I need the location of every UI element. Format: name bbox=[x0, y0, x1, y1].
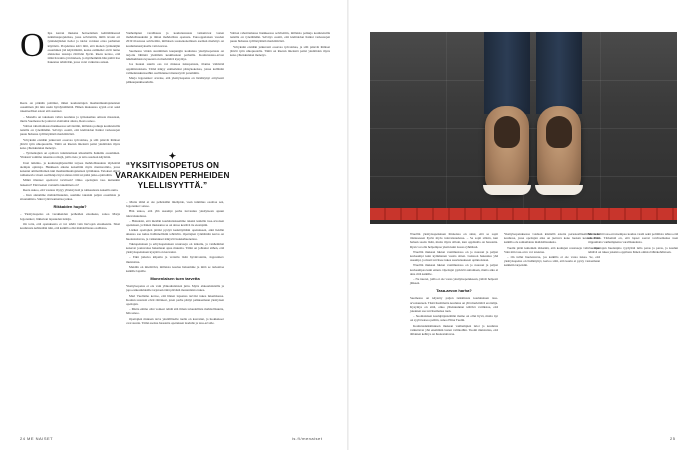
shoe-sole bbox=[535, 185, 583, 195]
intro-text: lipa kerran mukana hoitoelaman kehittämisessä tutkimusprojektissa, jossa selvitettiin, millä tavoin eri työntekijöiden tiedot ja taidot voidaan ottaa parhaiten käyttöön. Projektissa kävi ilmi, että monen työntekijän osaaminen jää käyttämättä, koska esimiehet eivät tunne alaistensa taustoja riittävän hyvin. Reeta kertoo, että tämä havainto jäi mieleen, ja myöhemmin hän päätti itse hakeutua tehtävään, jossa voisi vaikuttaa asiaan. bbox=[47, 31, 120, 65]
right-column-3 bbox=[588, 232, 678, 432]
right-column-2 bbox=[504, 232, 600, 432]
left-column-2-top bbox=[126, 31, 224, 151]
shoe-opening bbox=[546, 116, 572, 148]
intro-block bbox=[20, 27, 120, 101]
photo-tile-vline bbox=[446, 32, 447, 224]
photo-tile-vline bbox=[600, 32, 601, 224]
body-paragraph: Mari Vuollamo kertoo, että hänen lapsensa tarvitsi tukea lukemisessa. Koulun resurssit eivät riittäneet, joten perhe päätyi palkkaamaan yksityisen opettajan. bbox=[126, 293, 224, 307]
body-paragraph: Reeta uskoo, että vastaus löytyy yhteistyöstä ja rohkeudesta kokeilla uutta. bbox=[23, 187, 119, 192]
left-column-3 bbox=[230, 31, 330, 431]
body-paragraph: Lisäksi opettajien pitäisi pystyä keskittymään opetukseen, eikä heidän aikansa saa kulua hallinnollisiin tehtäviin. Opettajien työmäärän kasvu on huolestuttavaa, ja vaikutukset näkyvät luokkahuoneissa. bbox=[126, 228, 224, 241]
subheading-monenlaisen: Monenlaisen tuen tarvetta bbox=[150, 276, 200, 282]
body-paragraph: Matka kohti tasa-arvoisempaa koulua vaatii sekä poliittista tahtoa että rahoitusta. Tärkeintä on, että lapset saavat tarvitsemansa tuen riippumatta vanhempiensa varallisuudesta. bbox=[588, 232, 678, 245]
page-number-right: 25 bbox=[670, 436, 676, 441]
body-paragraph: Valtion rahoittamassa hankkeessa selvitettiin, millaisia polkuja koulutetuilla naisilla on työelämään. Selvitys osoitti, että kielitaidon lisäksi verkostojen puute hidastaa työllistymistä merkittävästi. bbox=[20, 124, 120, 137]
footer-url: is.fi/menaiset bbox=[292, 436, 323, 441]
quote-ornament: ✦ bbox=[168, 151, 177, 161]
subheading-tasa-arvon: Tasa-arvon harha? bbox=[436, 288, 472, 294]
body-paragraph: Marja Jegorenkov arvelee, että yksityisopetus on lisääntynyt erityisesti pääkaupunkiseudulla. bbox=[126, 76, 224, 85]
body-paragraph: Uusi tutkinto- ja koulutusjärjestelmä tarjoaa mahdollisuuksia täydentää aiempia opintoja. Hankkeen aikana kokeiltiin myös mentorointia, jossa kokenut ammattilainen tuki maahanmuuttajanaisen työnhakua. Tulokset olivat rohkaisevia: moni osallistuja löysi alansa töitä tai pääsi jatko-opintoihin. bbox=[20, 160, 120, 178]
body-paragraph: – Monella on takanaan vahva koulutus ja työkokemus omasta maastaan, mutta Suomessa he joutuvat aloittamat alusta, Reeta sanoo. bbox=[20, 114, 120, 123]
body-paragraph: – Eikä jatkuva kilpailu ja vertailu lisää hyvinvointia, Jegorenkov muistuttaa. bbox=[126, 255, 224, 264]
body-paragraph: Hän uskoo, että yhä useampi perhe turvautuu yksityiseen apuun tulevaisuudessa. bbox=[126, 209, 224, 218]
dropcap: O bbox=[20, 27, 45, 64]
body-paragraph: Yksityisopetus ei ole vain yläkoululaisten juttu. Myös alakoululaisille ja jopa esikoululaisille tarjotaan tänä päivänä monenlaista tukea. bbox=[126, 284, 224, 293]
body-paragraph: Vanhempien varallisuus ja koulutustausta vaikuttavat lasten mahdollisuuksiin ja ilman mahdollista opetusta. Eurooppalaisen vuoden 2019 tilastossa selvitettiin, millaisen sosioekonomisen aseman merkitys on koulumenestykselle vain kasvaa. bbox=[126, 31, 224, 48]
body-paragraph: – Mutta emme olisi voineet tehdä sitä ilman taloudellista mahdollisuutta, hän sanoo. bbox=[126, 307, 224, 316]
body-paragraph: Tukiopetuksen ja erityisopetuksen resursseja on leikattu, ja vanhemmat kokevat joutuvansa hakemaan apua muualta. Tämä on johtanut siihen, että yksityisopetuksen kysyntä on kasvanut. bbox=[126, 241, 224, 255]
shoe-opening bbox=[494, 116, 520, 148]
body-paragraph: – On tullut huolestavaa, jos kaikilla ei ole varaa tukea. Se, että yksityisopetus on lisääntynyt, kertoo siitä, että koulu ei pysty vastaamaan kaikkiin tarpeisiin. bbox=[504, 255, 600, 268]
body-paragraph: Koulutustutkimuksen mukaan vanhempien tulot ja koulutus vaikuttavat yhä enemmän lasten valintoihin. Tuomi muistuttaa, että tällainen kehitys on huolestuttavaa. bbox=[410, 323, 498, 337]
pull-quote-text: “YKSITYISOPETUS ON VARAKKAIDEN PERHEIDEN YLELLISYYTTÄ.” bbox=[115, 161, 230, 190]
photo-red-line bbox=[370, 208, 677, 220]
body-paragraph: – Haluaisin, että meidän koululaitoksemme takaisi kaikille tasa-arvoisen opetuksen, ja hänen mukaansa se on ainoa kestävä tie eteenpäin. bbox=[126, 218, 224, 228]
page-number-left: 24 ME NAISET bbox=[20, 436, 54, 441]
body-paragraph: – Suomalaisen koulujärjestelmän maine on ollut hyvä, mutta nyt on syytä katsoa peiliin, sanoo Elina Tuomi. bbox=[410, 314, 498, 323]
body-paragraph: Wuollin mukaan lukion vaatimustaso on jo noussut ja paljon korkeampaa kuin ennen. Opettajat pyrkivät auttamaan, mutta aika ei aina riitä kaikille. bbox=[410, 263, 498, 276]
body-paragraph: Reeta on pitkään pohtinut, miksi koulutettujen maahanmuuttajanaisten osaaminen jää niin usein hyödyntämättä. Hänen mukaansa syynä ovat sekä rakenteelliset esteet että asenteet. bbox=[20, 101, 120, 114]
right-column-1 bbox=[410, 232, 498, 337]
body-paragraph: Valtion rahoittamassa hankkeessa selvitettiin, millaisia polkuja koulutetuilla naisilla on työelämään. Selvitys osoitti, että kielitaidon lisäksi verkostojen puute hidastaa työllistymistä merkittävästi. bbox=[230, 31, 330, 44]
body-paragraph: Yrityksiin etsitään jatkuvasti osaavaa työvoimaa, ja silti pätevät ihmiset jäävät työn ulkopuolelle. Tämä on Reetan mielestä paitsi yksilöiden myös koko yhteiskunnan menetys. bbox=[20, 137, 120, 151]
body-paragraph: On totta, että opetuksesta ei voi tehdä vain harvojen etuoikeutta. Siksi koulutusta kehitetään niin, että kaikilla olisi mahdollisuus osallistua. bbox=[20, 221, 120, 231]
photo-caption: Wuollin yksityisopetuksen hinnoissa on sinut, että se sopii tilanteeseen hyvin myös tulevaisuudessa. – Se sopii silloin, kun haluan saada lisää, mutta myös silloin, kun oppilaalla on haasteita. Ryan voi olla helpompaa yksin kuin isossa ryhmässä. bbox=[410, 232, 498, 249]
left-column-1 bbox=[20, 27, 120, 231]
shoe-sole bbox=[483, 185, 531, 195]
body-paragraph: Yksityisopetuksessa voidaan käsitellä asioita perusteellisemmin kuin koulussa, jossa opettajan aika on jaettava koko luokan kesken. Eikä kaikilla ole samanlaisia mahdollisuuksia. bbox=[504, 232, 600, 245]
body-paragraph: Yrityksiin etsitään jatkuvasti osaavaa työvoimaa, ja silti pätevät ihmiset jäävät työn ulkopuolelle. Tämä on Reetan mielestä paitsi yksilöiden myös koko yhteiskunnan menetys. bbox=[230, 44, 330, 58]
spread-gutter bbox=[347, 0, 349, 450]
body-paragraph: – Kun annamme mahdollisuuden, saamme takaisin paljon osaamista ja sitoutumista. Siksi työtä kannattaa jatkaa. bbox=[20, 193, 120, 202]
photo-leg-left bbox=[484, 32, 530, 114]
body-paragraph: Jos luokan suurin osa voi maksaa tukiopetusta, tilanne vääristää oppimistuloksia. Tämä näkyy esimerkiksi pääsykokeissa, joissa kalliisiin valmennuskursseihin osallistuneet menestyvät paremmin. bbox=[126, 62, 224, 75]
body-paragraph: Tuomi pitää kuitenkin tärkeänä, että koulujen resursseja vahvistetaan. Vain niin tasa-arvo voi toteutua. bbox=[504, 245, 600, 254]
body-paragraph: Suomessa viiden suurimman kaupungin kouluissa yksityisopetusta on tarjottu lähinnä ylemmän keskiluokan perheille. Koulutustasa-arvon näkökulmasta kyseessä on merkittävä kysymys. bbox=[126, 48, 224, 62]
body-paragraph: – Työnantajien on opittava tunnistamaan ulkomailla hankittu osaaminen. Yhdessä voimme rakentaa reittejä, joilla tieto ja taito saadaan käyttöön. bbox=[20, 151, 120, 160]
body-paragraph: Suomessa on käytetty paljon tutkimusta koulutuksen tasa-arvoisuuteen. Tästä huolimatta koulutus on yhä merkittävä erottelija. Kysymys on siitä, onko yhteiskunnan tehtävä varmistaa, että jokainen saa tarvitsemansa tuen. bbox=[410, 296, 498, 314]
body-paragraph: – Opettajan huolenpito tyydyttää tulla paras ja paras, ja koulun tehtävä on tukea jokaista oppilasta hänen omista lähtökohdistaan. bbox=[588, 245, 678, 254]
body-paragraph: Meidän on mietittävä, millaista koulua haluamme ja mitä se tarkoittaa kaikille lapsille. bbox=[126, 264, 224, 274]
pull-quote bbox=[115, 152, 230, 191]
body-paragraph: – Ne nuoret, joilla ei ole varaa yksityisopetukseen, jäävät helposti jälkeen. bbox=[410, 277, 498, 286]
photo-leg-right bbox=[536, 32, 582, 114]
body-paragraph: – Yksityisopetus on varakkaiden perheiden etuoikeus, sanoo Marja Jegorenkov, liikkuvan lapsuuden tutkija. bbox=[20, 212, 120, 221]
body-paragraph: – Mutta tämä ei ole pelkästään mielipide, vaan tutkimus osoittaa sen, Jegorenkov sanoo. bbox=[126, 200, 224, 209]
body-paragraph: Mitkä tilanteet opettavat tarvitaan? Onko opettajien taso kuitenkin laskenut? Entä kenen vastuulla tukeminen on? bbox=[20, 178, 120, 187]
left-column-2-bottom bbox=[126, 200, 224, 435]
feature-photo bbox=[370, 32, 677, 224]
subheading-rikkaiden: Rikkaiden hupia? bbox=[53, 204, 87, 210]
photo-shoe-left bbox=[485, 106, 529, 192]
photo-shoe-right bbox=[537, 106, 581, 192]
body-paragraph: Opettajien mukaan tarve yksilölliselle tuelle on kasvanut, ja luokkakoot ovat suuria. Tämä asettaa haasteita opetuksen laadulle ja tasa-arvolle. bbox=[126, 316, 224, 325]
body-paragraph: Wuollin mukaan lukion vaatimustaso on jo noussut ja paljon korkeampi kuin kymmenen vuotta sitten. Lukioon hakeutuu yhä useampi, ja moni tarvitsee tukea suoriutuakseen opinnoistaan. bbox=[410, 249, 498, 263]
